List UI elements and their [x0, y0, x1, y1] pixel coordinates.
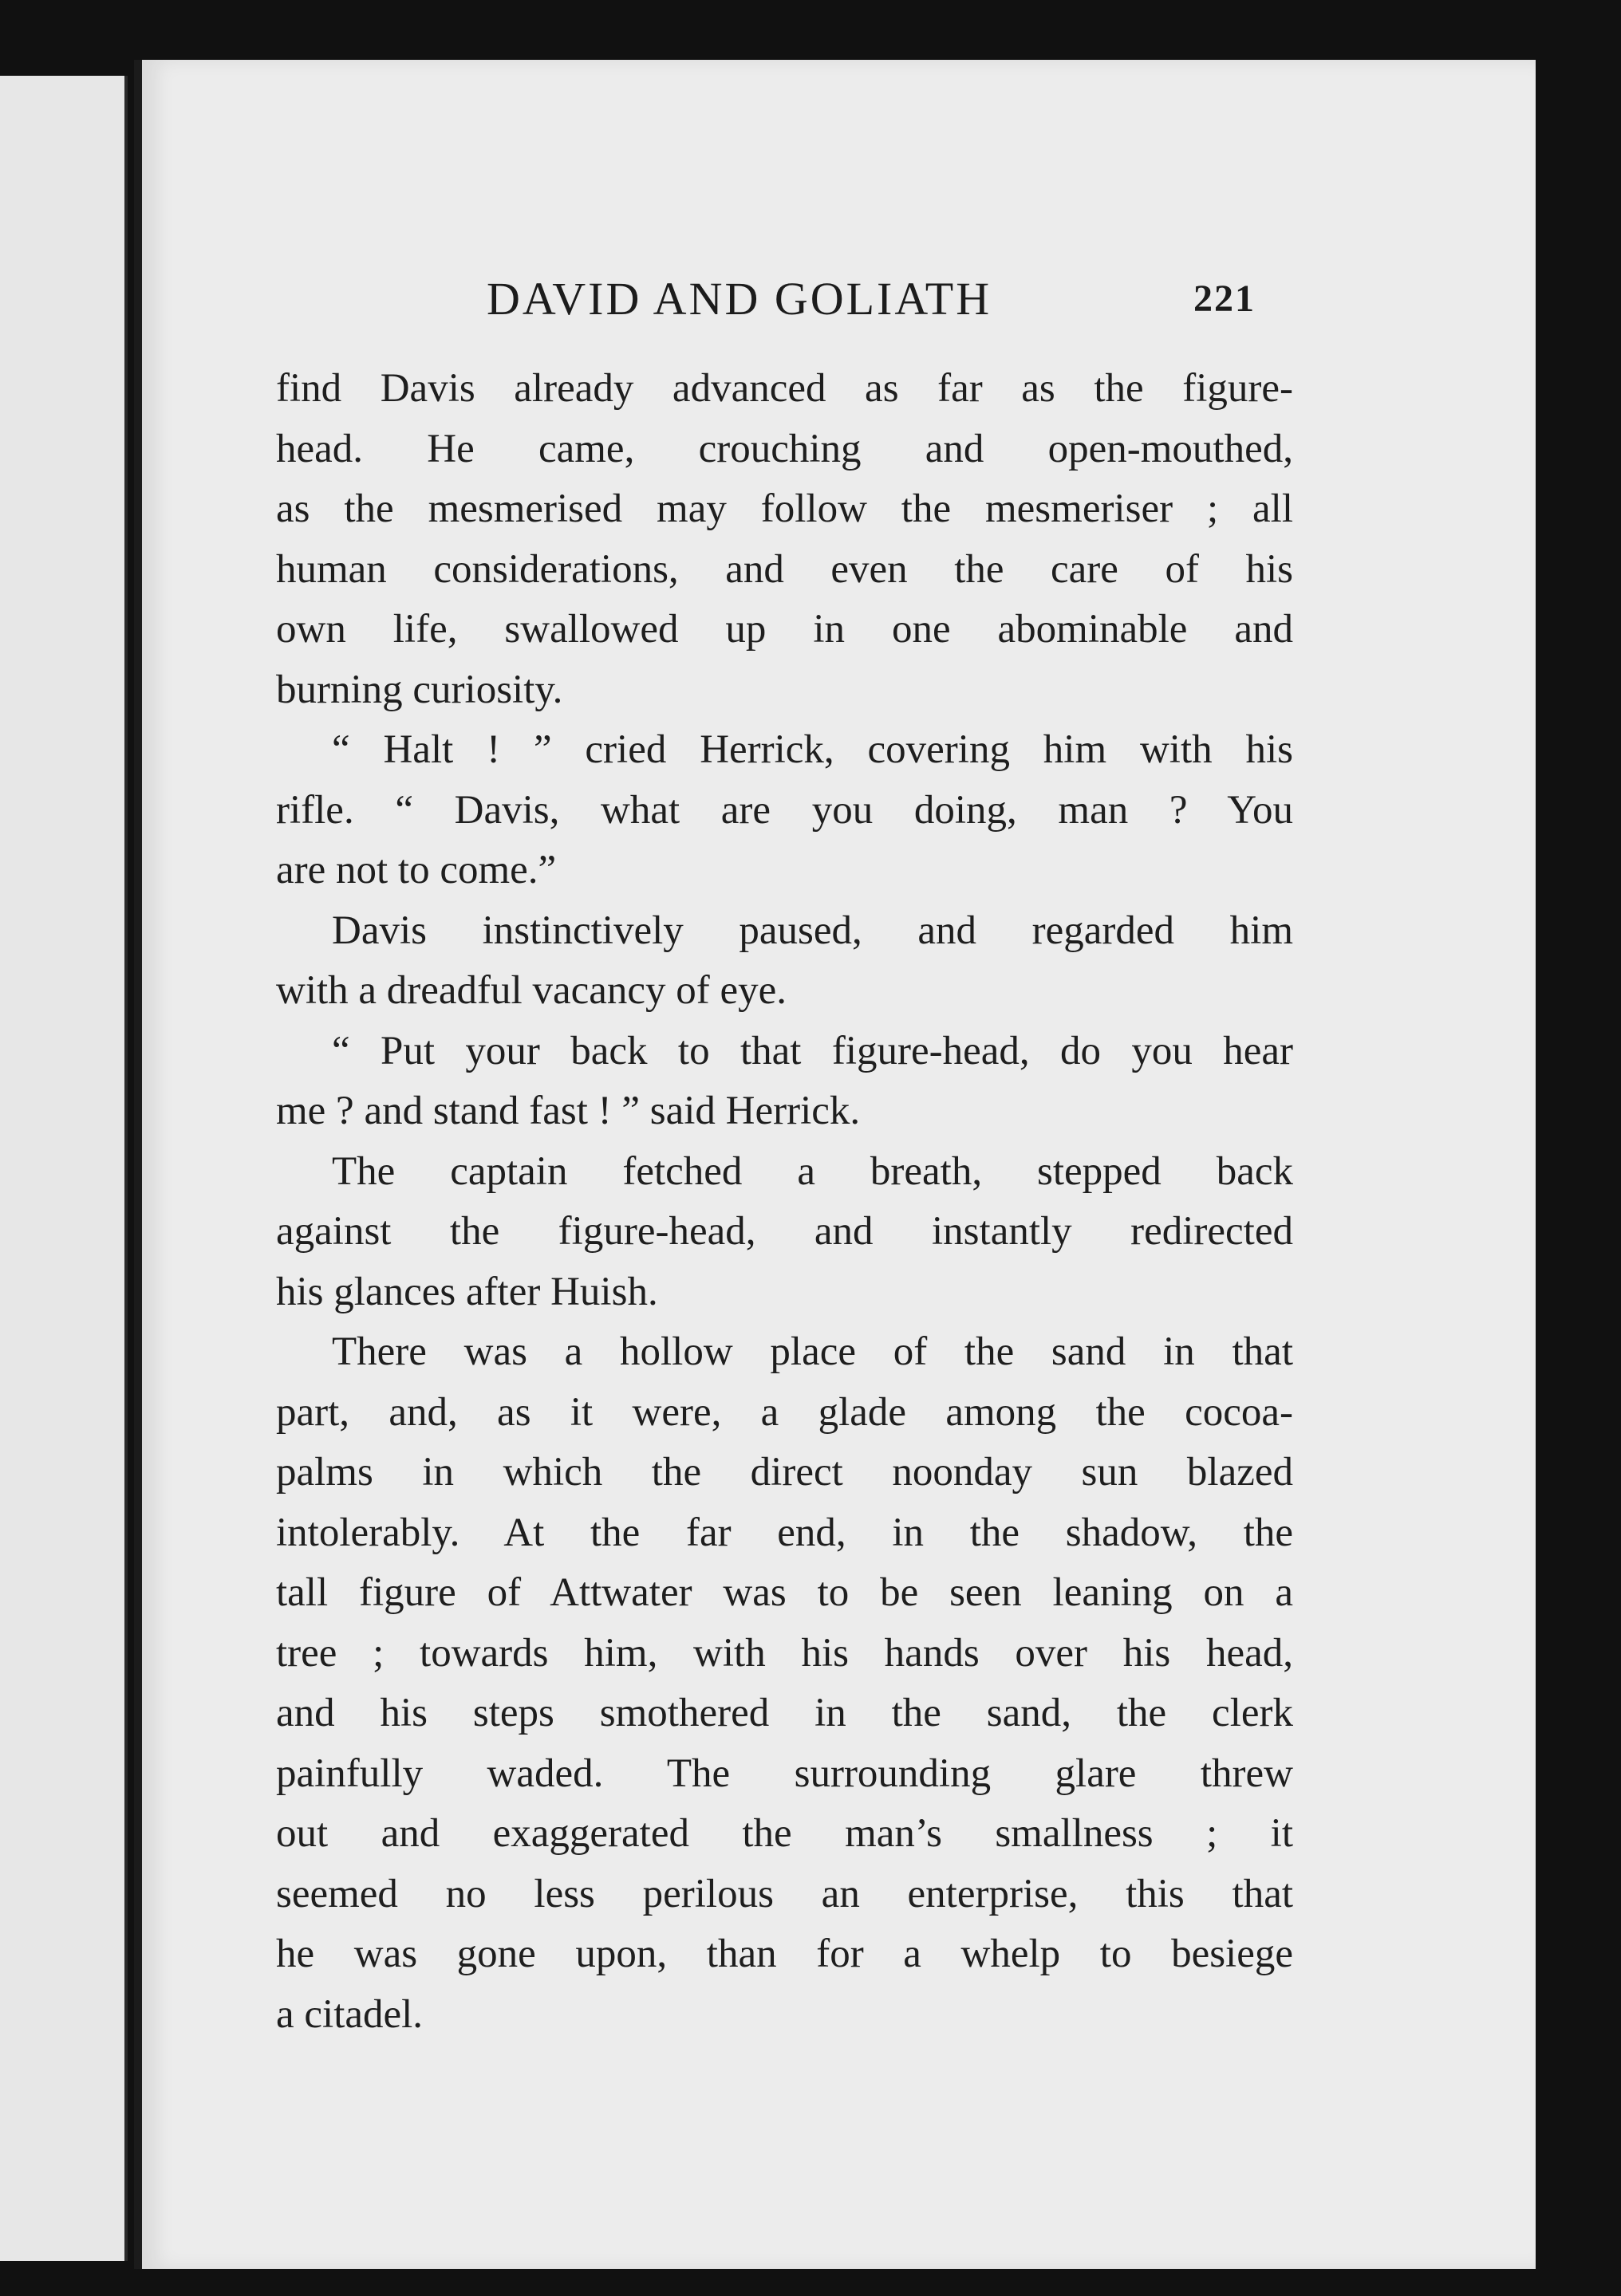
- text-line: palms in which the direct noonday sun blazed: [276, 1450, 1293, 1495]
- running-header: [142, 263, 1536, 335]
- text-line: seemed no less perilous an enterprise, this that: [276, 1871, 1293, 1916]
- text-line: head. He came, crouching and open-mouthed,: [276, 426, 1293, 471]
- text-line: with a dreadful vacancy of eye.: [276, 968, 787, 1013]
- paragraph: [276, 1322, 1293, 2045]
- text-line: a citadel.: [276, 1991, 424, 2037]
- paragraph: [276, 1142, 1293, 1323]
- paragraph: [276, 720, 1293, 901]
- text-line: There was a hollow place of the sand in that: [332, 1329, 1293, 1374]
- text-line: painfully waded. The surrounding glare threw: [276, 1751, 1293, 1796]
- text-line: part, and, as it were, a glade among the cocoa-: [276, 1389, 1293, 1435]
- text-line: rifle. “ Davis, what are you doing, man ? You: [276, 787, 1293, 833]
- text-line: are not to come.”: [276, 848, 557, 892]
- paragraph: [276, 901, 1293, 1022]
- text-line: as the mesmerised may follow the mesmeriser ; all: [276, 486, 1293, 531]
- running-title: DAVID AND GOLIATH: [487, 273, 992, 325]
- text-line: tree ; towards him, with his hands over his head,: [276, 1630, 1293, 1676]
- text-line: his glances after Huish.: [276, 1269, 658, 1314]
- text-line: out and exaggerated the man’s smallness ; it: [276, 1811, 1293, 1856]
- text-line: intolerably. At the far end, in the shadow, the: [276, 1510, 1293, 1555]
- text-line: human considerations, and even the care of his: [276, 546, 1293, 592]
- text-line: The captain fetched a breath, stepped back: [332, 1148, 1293, 1194]
- text-line: find Davis already advanced as far as the figure-: [276, 366, 1293, 411]
- text-line: “ Put your back to that figure-head, do you hear: [332, 1028, 1293, 1073]
- text-line: burning curiosity.: [276, 667, 563, 712]
- text-line: he was gone upon, than for a whelp to besiege: [276, 1932, 1293, 1976]
- paragraph: [276, 1022, 1293, 1142]
- text-line: “ Halt ! ” cried Herrick, covering him with his: [332, 727, 1293, 772]
- text-line: own life, swallowed up in one abominable and: [276, 607, 1293, 652]
- text-line: Davis instinctively paused, and regarded him: [332, 908, 1293, 953]
- paragraph: [276, 359, 1293, 720]
- text-line: and his steps smothered in the sand, the clerk: [276, 1691, 1293, 1735]
- text-line: me ? and stand fast ! ” said Herrick.: [276, 1089, 861, 1133]
- previous-page-edge: [0, 76, 128, 2261]
- page-number: 221: [1193, 278, 1256, 320]
- text-line: against the figure-head, and instantly redirected: [276, 1209, 1293, 1254]
- text-line: tall figure of Attwater was to be seen leaning on a: [276, 1570, 1293, 1615]
- body-text: [276, 359, 1293, 2045]
- book-page: [134, 60, 1536, 2269]
